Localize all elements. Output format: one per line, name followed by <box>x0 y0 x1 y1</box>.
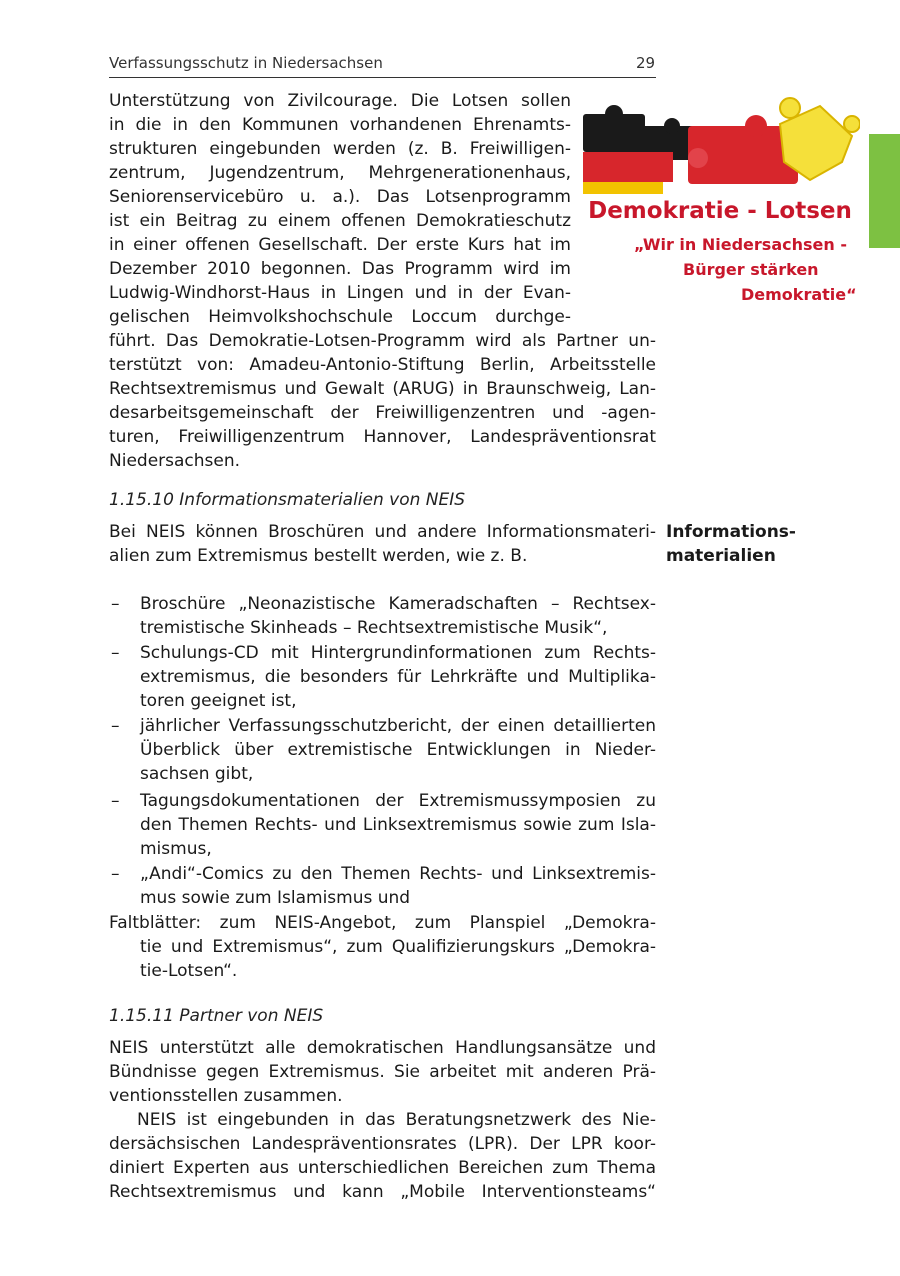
body-text-line: Bündnisse gegen Extremismus. Sie arbeitet mit anderen Prä- <box>109 1062 656 1082</box>
body-text-line: terstützt von: Amadeu-Antonio-Stiftung Berlin, Arbeitsstelle <box>109 355 656 375</box>
list-item: Schulungs-CD mit Hintergrundinformationen zum Rechts- <box>140 643 656 663</box>
section-heading: 1.15.11 Partner von NEIS <box>109 1006 324 1026</box>
body-text-line: zentrum, Jugendzentrum, Mehrgenerationenhaus, <box>109 163 571 183</box>
body-text-line: Bei NEIS können Broschüren und andere Informationsmateri- <box>109 522 656 542</box>
body-text-line: NEIS ist eingebunden in das Beratungsnetzwerk des Nie- <box>137 1110 656 1130</box>
logo-subtitle-line: „Wir in Niedersachsen - <box>634 235 847 254</box>
list-item: toren geeignet ist, <box>140 691 297 711</box>
chapter-tab <box>869 134 900 248</box>
bullet-dash: – <box>111 864 120 884</box>
logo-subtitle-line: Demokratie“ <box>741 285 857 304</box>
list-item: „Andi“-Comics zu den Themen Rechts- und Linksextremis- <box>140 864 656 884</box>
header-rule <box>109 77 656 78</box>
body-text-line: desarbeitsgemeinschaft der Freiwilligenzentren und -agen- <box>109 403 656 423</box>
puzzle-knob <box>745 115 767 137</box>
puzzle-piece-red-left <box>583 152 673 182</box>
body-text-line: Seniorenservicebüro u. a.). Das Lotsenprogramm <box>109 187 571 207</box>
bullet-dash: – <box>111 791 120 811</box>
logo-title: Demokratie - Lotsen <box>588 198 852 224</box>
body-text-line: ist ein Beitrag zu einem offenen Demokratieschutz <box>109 211 571 231</box>
puzzle-knob <box>780 98 800 118</box>
body-text-line: in die in den Kommunen vorhandenen Ehrenamts- <box>109 115 571 135</box>
body-text-line: ventionsstellen zusammen. <box>109 1086 343 1106</box>
body-text-line: NEIS unterstützt alle demokratischen Handlungsansätze und <box>109 1038 656 1058</box>
list-item: mus sowie zum Islamismus und <box>140 888 411 908</box>
puzzle-knob <box>688 148 708 168</box>
puzzle-knob <box>605 105 623 123</box>
puzzle-knob <box>844 116 860 132</box>
body-text-line: Faltblätter: zum NEIS-Angebot, zum Planspiel „Demokra- <box>109 913 656 933</box>
list-item: extremismus, die besonders für Lehrkräfte und Multiplika- <box>140 667 656 687</box>
body-text-line: Niedersachsen. <box>109 451 241 471</box>
page-number: 29 <box>636 54 656 72</box>
list-item: Überblick über extremistische Entwicklungen in Nieder- <box>140 740 656 760</box>
body-text-line: dersächsischen Landespräventionsrates (LPR). Der LPR koor- <box>109 1134 656 1154</box>
logo-subtitle-line: Bürger stärken <box>683 260 819 279</box>
margin-note: Informations- <box>666 522 796 542</box>
body-text-line: führt. Das Demokratie-Lotsen-Programm wird als Partner un- <box>109 331 656 351</box>
body-text-line: turen, Freiwilligenzentrum Hannover, Landespräventionsrat <box>109 427 656 447</box>
list-item: Tagungsdokumentationen der Extremismussymposien zu <box>140 791 656 811</box>
body-text-line: in einer offenen Gesellschaft. Der erste Kurs hat im <box>109 235 571 255</box>
list-item: sachsen gibt, <box>140 764 254 784</box>
body-text-line: Ludwig-Windhorst-Haus in Lingen und in der Evan- <box>109 283 571 303</box>
body-text-line: Unterstützung von Zivilcourage. Die Lotsen sollen <box>109 91 571 111</box>
list-item: mismus, <box>140 839 212 859</box>
body-text-line: Rechtsextremismus und kann „Mobile Interventionsteams“ <box>109 1182 656 1202</box>
list-item: jährlicher Verfassungsschutzbericht, der einen detaillierten <box>140 716 656 736</box>
list-item: tremistische Skinheads – Rechtsextremistische Musik“, <box>140 618 608 638</box>
body-text-line: strukturen eingebunden werden (z. B. Freiwilligen- <box>109 139 571 159</box>
list-item: Broschüre „Neonazistische Kameradschaften – Rechtsex- <box>140 594 656 614</box>
running-header: Verfassungsschutz in Niedersachsen <box>109 54 383 72</box>
puzzle-knob <box>664 118 680 134</box>
body-text-line: tie-Lotsen“. <box>140 961 238 981</box>
body-text-line: tie und Extremismus“, zum Qualifizierungskurs „Demokra- <box>140 937 656 957</box>
bullet-dash: – <box>111 594 120 614</box>
bullet-dash: – <box>111 716 120 736</box>
list-item: den Themen Rechts- und Linksextremismus sowie zum Isla- <box>140 815 656 835</box>
section-heading: 1.15.10 Informationsmaterialien von NEIS <box>109 490 466 510</box>
bullet-dash: – <box>111 643 120 663</box>
body-text-line: alien zum Extremismus bestellt werden, wie z. B. <box>109 546 528 566</box>
body-text-line: Rechtsextremismus und Gewalt (ARUG) in Braunschweig, Lan- <box>109 379 656 399</box>
margin-note: materialien <box>666 546 776 566</box>
body-text-line: diniert Experten aus unterschiedlichen Bereichen zum Thema <box>109 1158 656 1178</box>
puzzle-piece-gold <box>583 182 663 194</box>
body-text-line: gelischen Heimvolkshochschule Loccum durchge- <box>109 307 571 327</box>
body-text-line: Dezember 2010 begonnen. Das Programm wird im <box>109 259 571 279</box>
